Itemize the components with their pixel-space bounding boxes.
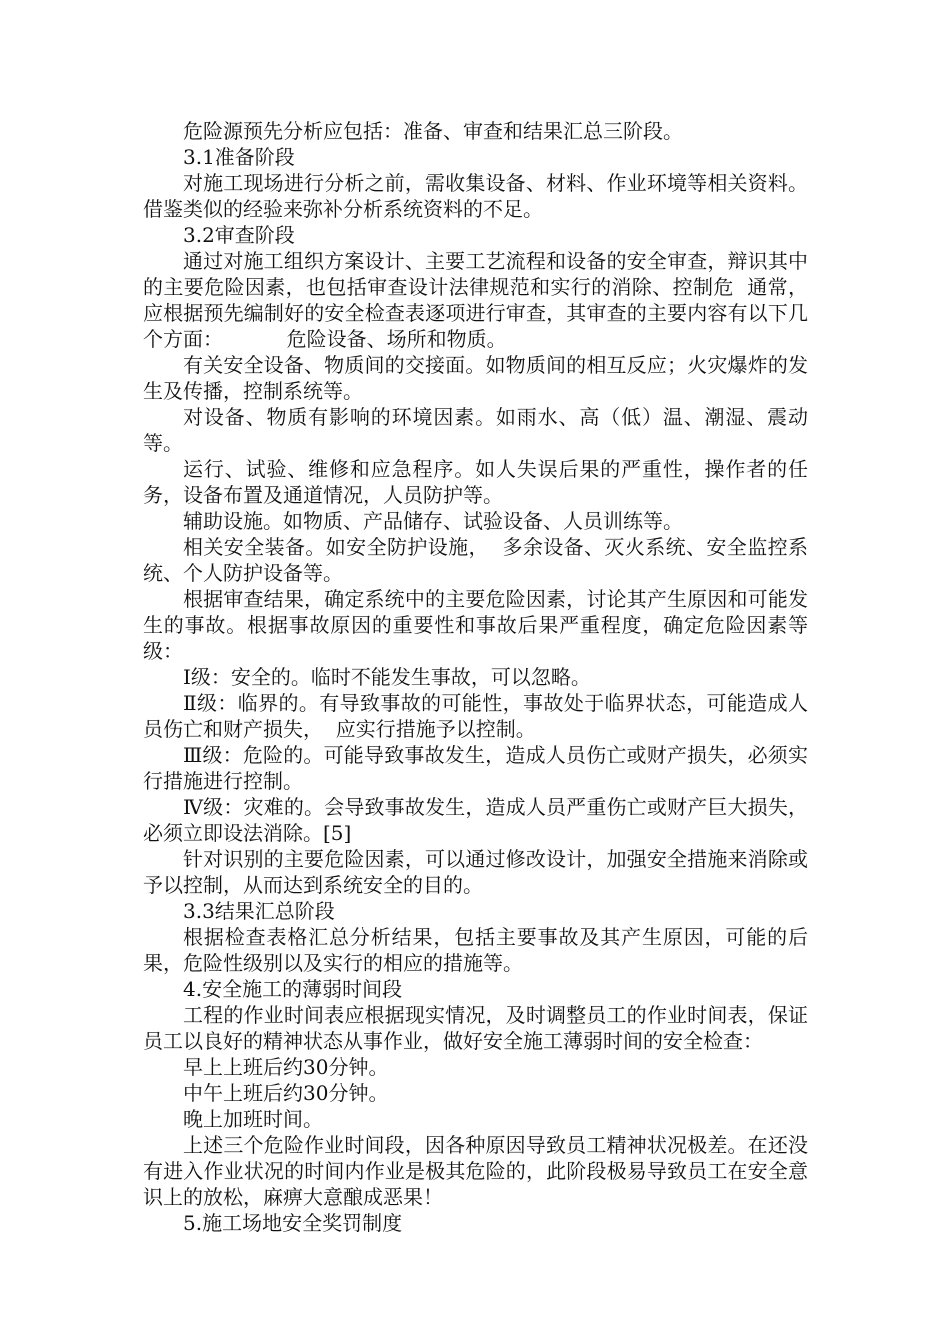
hazard-level-1: Ⅰ级：安全的。临时不能发生事故，可以忽略。 [183,665,591,689]
paragraph: 通过对施工组织方案设计、主要工艺流程和设备的安全审查，辩识其中的主要危险因素，也包括审查设计法律规范和实行的消除、控制危 通常，应根据预先编制好的安全检查表逐项进行审查，其审查的主要内容有以下几个方面： 危险设备、场所和物质。 [143,249,808,351]
paragraph: 运行、试验、维修和应急程序。如人失误后果的严重性，操作者的任务，设备布置及通道情况，人员防护等。 [143,457,808,507]
hazard-level-3: Ⅲ级：危险的。可能导致事故发生，造成人员伤亡或财产损失，必须实行措施进行控制。 [143,743,808,793]
paragraph: 上述三个危险作业时间段，因各种原因导致员工精神状况极差。在还没有进入作业状况的时间内作业是极其危险的，此阶段极易导致员工在安全意识上的放松，麻痹大意酿成恶果！ [143,1133,808,1209]
document-body [143,118,821,1236]
list-item: 中午上班后约30分钟。 [183,1081,389,1105]
section-heading-3-1: 3.1准备阶段 [183,145,295,169]
section-heading-3-3: 3.3结果汇总阶段 [183,899,335,923]
list-item: 早上上班后约30分钟。 [183,1055,389,1079]
section-heading-4: 4.安全施工的薄弱时间段 [183,977,403,1001]
paragraph: 根据审查结果，确定系统中的主要危险因素，讨论其产生原因和可能发生的事故。根据事故原因的重要性和事故后果严重程度，确定危险因素等级： [143,587,808,663]
paragraph: 对施工现场进行分析之前，需收集设备、材料、作业环境等相关资料。借鉴类似的经验来弥补分析系统资料的不足。 [143,171,808,221]
paragraph: 针对识别的主要危险因素，可以通过修改设计，加强安全措施来消除或予以控制，从而达到系统安全的目的。 [143,847,808,897]
paragraph: 有关安全设备、物质间的交接面。如物质间的相互反应；火灾爆炸的发生及传播，控制系统等。 [143,353,808,403]
paragraph: 工程的作业时间表应根据现实情况，及时调整员工的作业时间表，保证员工以良好的精神状态从事作业，做好安全施工薄弱时间的安全检查： [143,1003,808,1053]
paragraph: 辅助设施。如物质、产品储存、试验设备、人员训练等。 [183,509,683,533]
paragraph: 相关安全装备。如安全防护设施， 多余设备、灭火系统、安全监控系统、个人防护设备等。 [143,535,808,585]
list-item: 晚上加班时间。 [183,1107,323,1131]
section-heading-3-2: 3.2审查阶段 [183,223,295,247]
paragraph: 根据检查表格汇总分析结果，包括主要事故及其产生原因，可能的后果，危险性级别以及实行的相应的措施等。 [143,925,808,975]
hazard-level-2: Ⅱ级：临界的。有导致事故的可能性，事故处于临界状态，可能造成人员伤亡和财产损失， 应实行措施予以控制。 [143,691,808,741]
hazard-level-4: Ⅳ级：灾难的。会导致事故发生，造成人员严重伤亡或财产巨大损失， 必须立即设法消除。[5] [143,795,821,845]
section-heading-5: 5.施工场地安全奖罚制度 [183,1211,403,1235]
paragraph-intro: 危险源预先分析应包括：准备、审查和结果汇总三阶段。 [183,119,683,143]
paragraph: 对设备、物质有影响的环境因素。如雨水、高（低）温、潮湿、震动等。 [143,405,808,455]
